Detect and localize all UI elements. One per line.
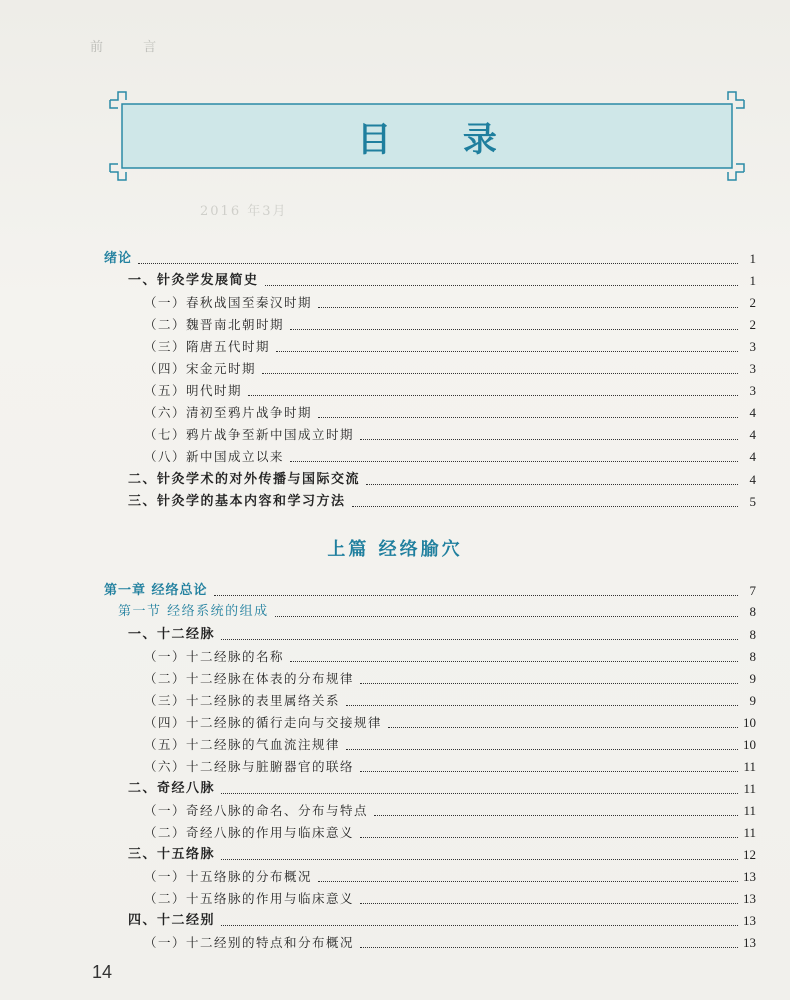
toc-entry[interactable] <box>144 890 756 908</box>
leader-dots <box>290 461 738 462</box>
leader-dots <box>388 727 738 728</box>
leader-dots <box>366 484 738 485</box>
leader-dots <box>360 947 738 948</box>
toc-entry-page: 2 <box>749 317 756 332</box>
toc-entry-page: 8 <box>749 627 756 642</box>
leader-dots <box>360 771 738 772</box>
leader-dots <box>360 837 738 838</box>
toc-entry[interactable] <box>144 758 756 776</box>
toc-entry-title: （一）十二经脉的名称 <box>144 649 285 664</box>
toc-entry-title: （二）奇经八脉的作用与临床意义 <box>144 825 355 840</box>
leader-dots <box>290 661 738 662</box>
toc-entry-title: 二、奇经八脉 <box>128 781 216 796</box>
toc-entry-page: 2 <box>749 295 756 310</box>
toc-entry-page: 1 <box>749 273 756 288</box>
leader-dots <box>214 595 738 596</box>
toc-entry-page: 4 <box>749 472 756 487</box>
toc-entry-page: 3 <box>749 339 756 354</box>
toc-entry-intro[interactable] <box>104 250 756 268</box>
toc-entry-page: 7 <box>749 583 756 598</box>
toc-entry-title: 一、针灸学发展简史 <box>128 273 259 288</box>
toc-entry[interactable] <box>144 736 756 754</box>
leader-dots <box>221 859 738 860</box>
toc-entry-page: 11 <box>743 781 756 796</box>
toc-entry-page: 11 <box>743 825 756 840</box>
leader-dots <box>360 439 738 440</box>
toc-entry-page: 9 <box>749 693 756 708</box>
toc-entry-title: （五）十二经脉的气血流注规律 <box>144 737 341 752</box>
toc-entry-title: （四）宋金元时期 <box>144 361 257 376</box>
page-title: 目 录 <box>357 119 527 160</box>
toc-entry-title: （三）隋唐五代时期 <box>144 339 271 354</box>
toc-entry-title: 一、十二经脉 <box>128 627 216 642</box>
toc-entry-title: （二）十五络脉的作用与临床意义 <box>144 891 355 906</box>
toc-entry[interactable] <box>144 692 756 710</box>
leader-dots <box>138 263 738 264</box>
toc-entry[interactable] <box>128 626 756 644</box>
toc-entry-page: 8 <box>749 604 756 619</box>
toc-entry-title: 四、十二经别 <box>128 913 216 928</box>
toc-entry-page: 3 <box>749 383 756 398</box>
toc-entry-page: 11 <box>743 759 756 774</box>
leader-dots <box>346 705 738 706</box>
toc-entry[interactable] <box>128 471 756 489</box>
leader-dots <box>352 506 738 507</box>
toc-entry-page: 4 <box>749 449 756 464</box>
leader-dots <box>262 373 738 374</box>
toc-entry[interactable] <box>144 868 756 886</box>
toc-entry-title: （一）春秋战国至秦汉时期 <box>144 295 313 310</box>
toc-entry[interactable] <box>128 493 756 511</box>
toc-entry[interactable] <box>144 360 756 378</box>
leader-dots <box>248 395 738 396</box>
toc-entry-title: （一）十二经别的特点和分布概况 <box>144 935 355 950</box>
toc-entry-page: 10 <box>743 715 756 730</box>
toc-entry[interactable] <box>144 714 756 732</box>
leader-dots <box>318 307 738 308</box>
toc-entry[interactable] <box>128 912 756 930</box>
toc-entry[interactable] <box>144 448 756 466</box>
leader-dots <box>221 793 738 794</box>
toc-entry[interactable] <box>144 802 756 820</box>
leader-dots <box>221 639 738 640</box>
toc-entry[interactable] <box>144 934 756 952</box>
toc-entry-section[interactable] <box>118 603 756 621</box>
toc-entry-title: （二）魏晋南北朝时期 <box>144 317 285 332</box>
leader-dots <box>265 285 738 286</box>
toc-entry-title: 第一节 经络系统的组成 <box>118 604 269 619</box>
toc-entry-title: （一）奇经八脉的命名、分布与特点 <box>144 803 369 818</box>
leader-dots <box>276 351 738 352</box>
toc-entry-page: 4 <box>749 405 756 420</box>
page-number: 14 <box>92 962 113 982</box>
leader-dots <box>360 903 738 904</box>
toc-entry-title: 三、针灸学的基本内容和学习方法 <box>128 494 346 509</box>
toc-entry[interactable] <box>144 338 756 356</box>
leader-dots <box>290 329 738 330</box>
toc-entry-page: 12 <box>743 847 756 862</box>
toc-entry-page: 11 <box>743 803 756 818</box>
toc-entry-title: （二）十二经脉在体表的分布规律 <box>144 671 355 686</box>
toc-entry[interactable] <box>128 846 756 864</box>
part-title: 上篇 经络腧穴 <box>327 539 463 560</box>
running-head: 前 言 <box>90 40 175 55</box>
toc-entry[interactable] <box>144 294 756 312</box>
toc-entry-title: （七）鸦片战争至新中国成立时期 <box>144 427 355 442</box>
toc-entry-title: （一）十五络脉的分布概况 <box>144 869 313 884</box>
toc-entry-page: 1 <box>749 251 756 266</box>
toc-entry-title: （八）新中国成立以来 <box>144 449 285 464</box>
toc-entry-title: 第一章 经络总论 <box>104 583 208 598</box>
toc-entry-chapter[interactable] <box>104 582 756 600</box>
toc-entry-title: （六）清初至鸦片战争时期 <box>144 405 313 420</box>
leader-dots <box>275 616 738 617</box>
toc-entry-page: 9 <box>749 671 756 686</box>
toc-entry-title: 三、十五络脉 <box>128 847 216 862</box>
toc-entry-title: （四）十二经脉的循行走向与交接规律 <box>144 715 383 730</box>
toc-entry[interactable] <box>144 404 756 422</box>
toc-entry-page: 13 <box>743 913 756 928</box>
toc-entry[interactable] <box>144 316 756 334</box>
leader-dots <box>318 881 738 882</box>
toc-entry[interactable] <box>128 780 756 798</box>
leader-dots <box>221 925 738 926</box>
toc-entry[interactable] <box>144 426 756 444</box>
toc-entry-page: 10 <box>743 737 756 752</box>
toc-entry[interactable] <box>144 648 756 666</box>
toc-entry-page: 4 <box>749 427 756 442</box>
toc-entry-title: （六）十二经脉与脏腑器官的联络 <box>144 759 355 774</box>
leader-dots <box>346 749 738 750</box>
toc-entry[interactable] <box>128 272 756 290</box>
toc-entry-title: 二、针灸学术的对外传播与国际交流 <box>128 472 361 487</box>
toc-entry-title: （五）明代时期 <box>144 383 243 398</box>
leader-dots <box>374 815 738 816</box>
toc-entry-page: 13 <box>743 891 756 906</box>
toc-entry[interactable] <box>144 382 756 400</box>
toc-entry-title: 绪论 <box>104 251 133 266</box>
toc-entry[interactable] <box>144 824 756 842</box>
leader-dots <box>360 683 738 684</box>
toc-entry[interactable] <box>144 670 756 688</box>
toc-entry-page: 13 <box>743 869 756 884</box>
toc-entry-page: 3 <box>749 361 756 376</box>
bleed-through-text: 2016 年3月 <box>200 204 288 219</box>
toc-entry-page: 5 <box>749 494 756 509</box>
toc-entry-page: 8 <box>749 649 756 664</box>
toc-entry-page: 13 <box>743 935 756 950</box>
toc-entry-title: （三）十二经脉的表里属络关系 <box>144 693 341 708</box>
leader-dots <box>318 417 738 418</box>
